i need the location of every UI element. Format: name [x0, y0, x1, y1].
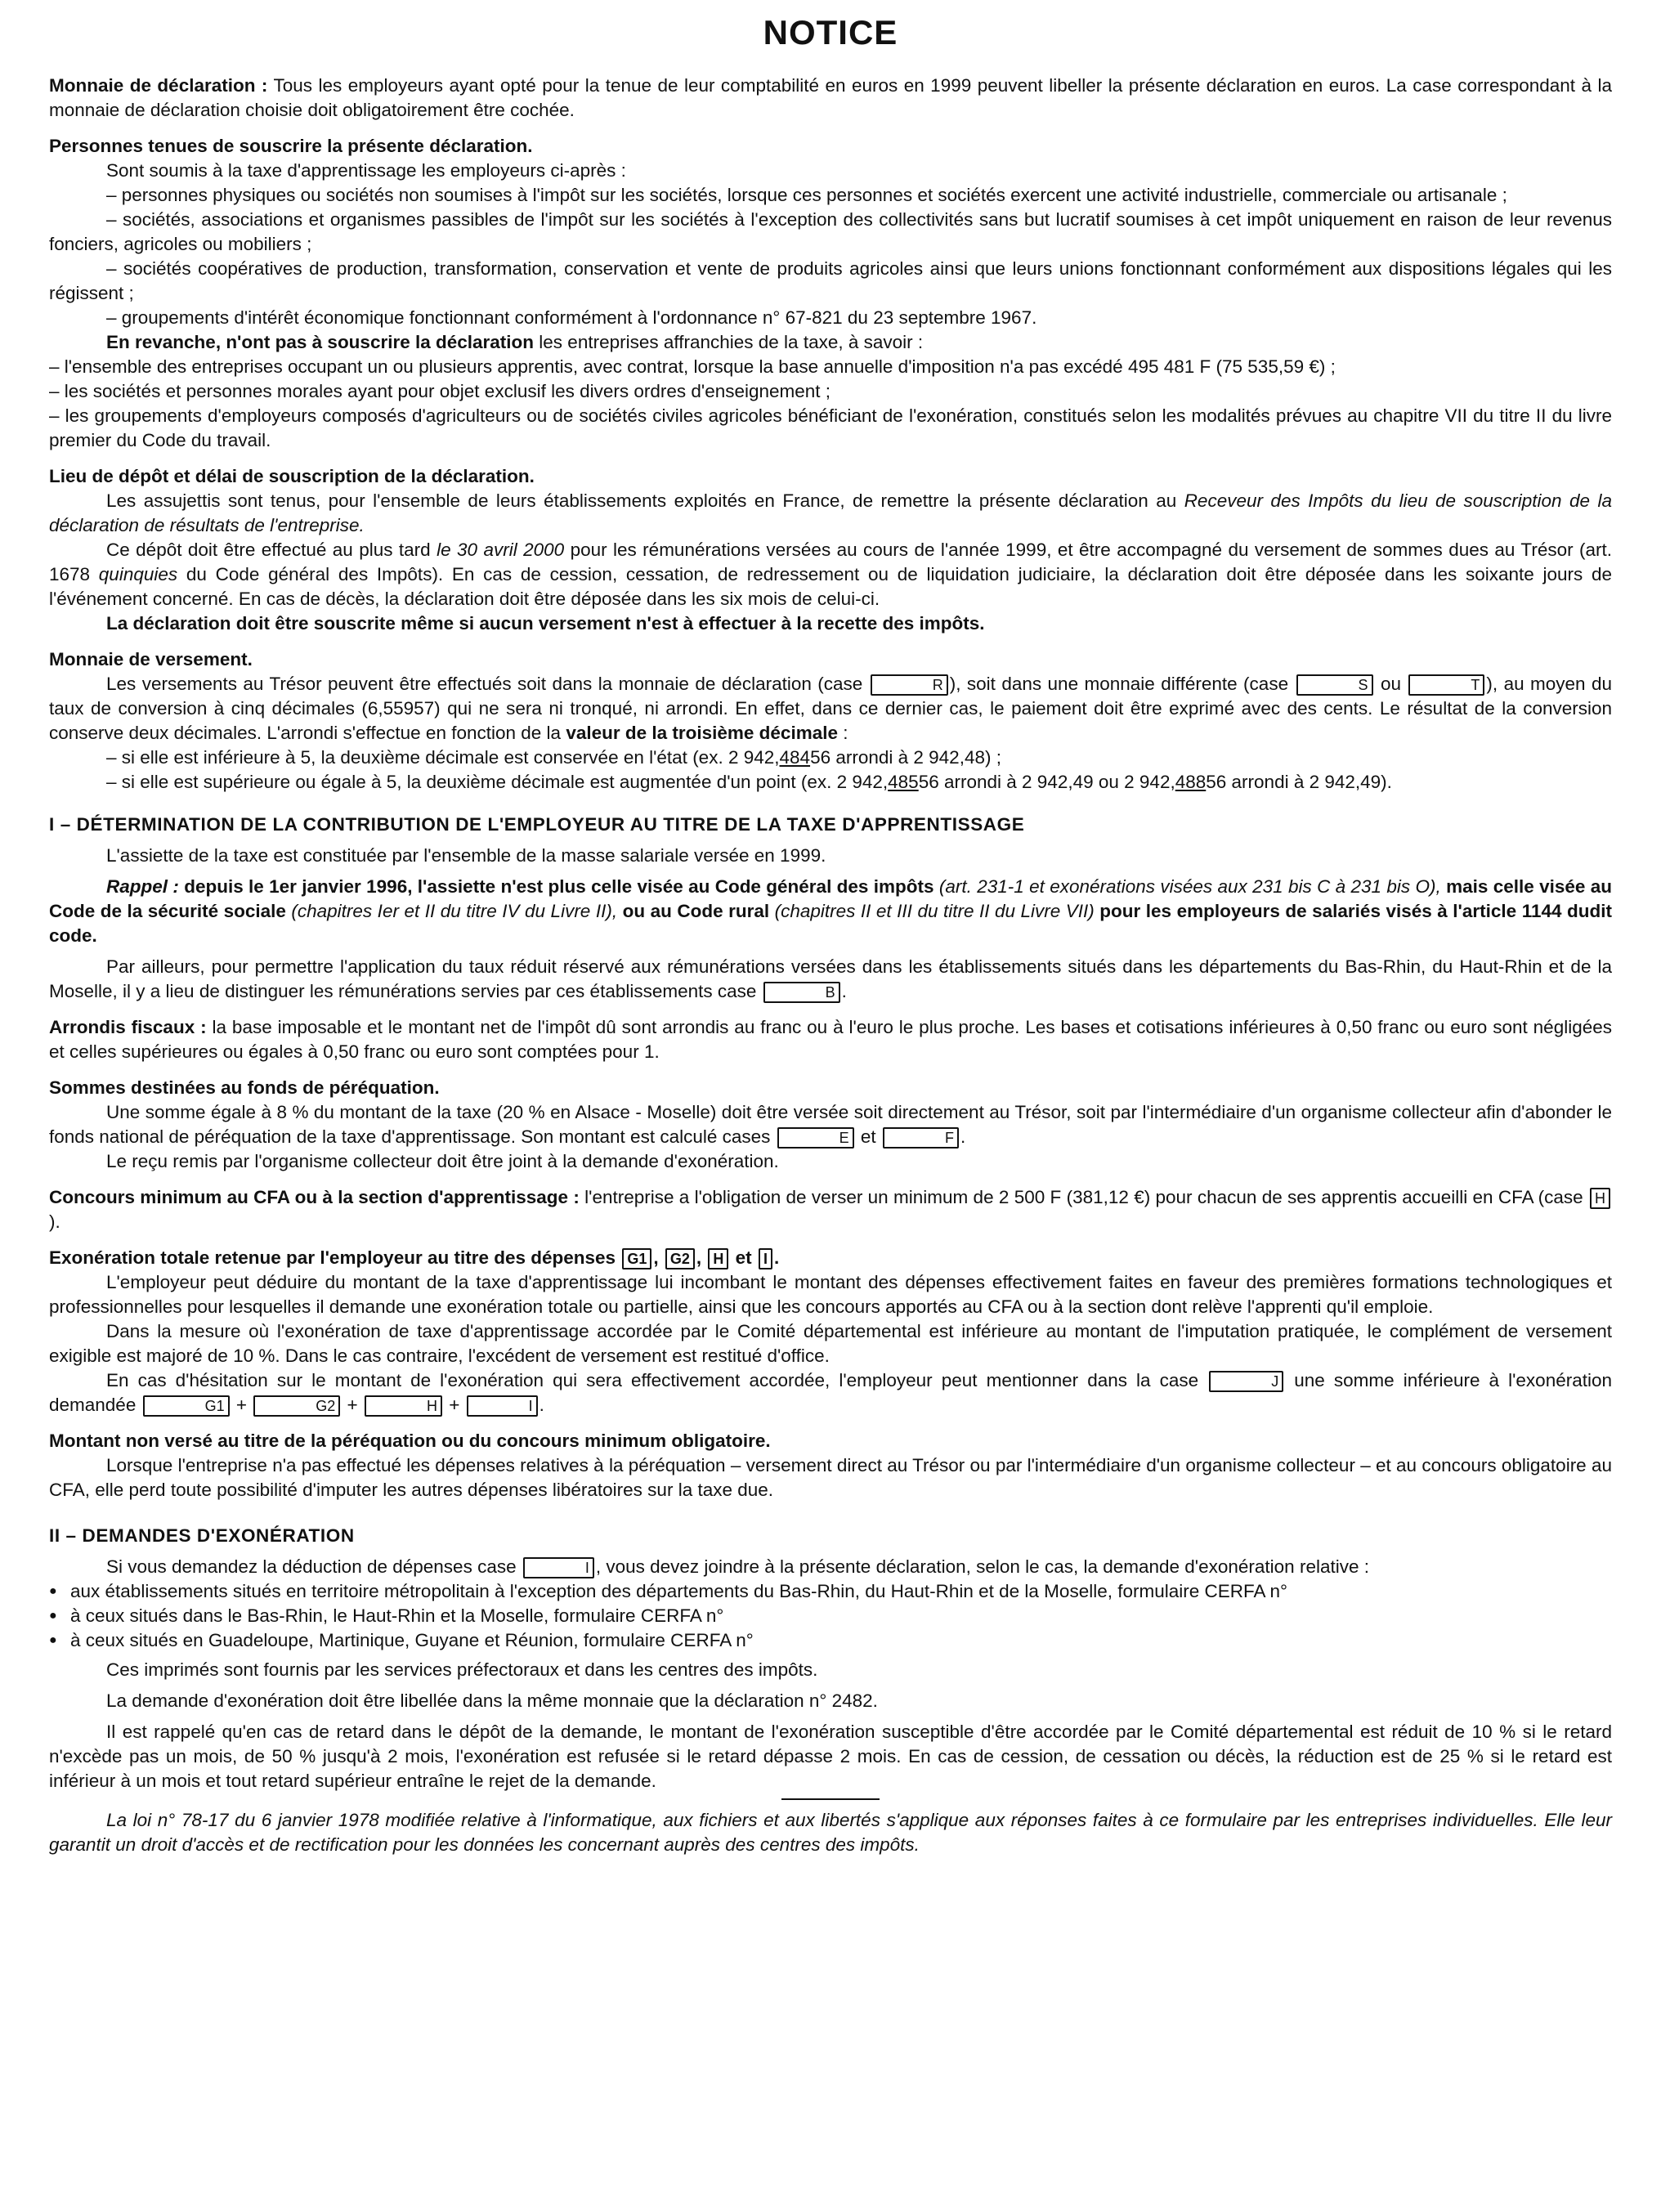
- paragraph: Dans la mesure où l'exonération de taxe d'apprentissage accordée par le Comité départemental est inférieure au montant de l'imputation pratiquée, le complément de versement exigible est majoré de 10 %. Dans le cas contraire, l'excédent de versement est restitué d'office.: [49, 1321, 1612, 1366]
- text: une somme inférieure à l'exonération demandée: [49, 1370, 1613, 1415]
- bold-text: valeur de la troisième décimale: [566, 723, 838, 743]
- paragraph: [49, 330, 1612, 355]
- text: ).: [49, 1211, 60, 1232]
- text: 56 arrondi à 2 942,48) ;: [810, 747, 1001, 768]
- text: Ce dépôt doit être effectué au plus tard: [106, 540, 437, 560]
- text: Par ailleurs, pour permettre l'application du taux réduit réservé aux rémunérations versées dans les établissements situés dans les départements du Bas-Rhin, du Haut-Rhin et de la Moselle, il y a lieu de distinguer les rémunérations servies par ces établissements case: [49, 956, 1612, 1001]
- italic-text: quinquies: [98, 564, 178, 584]
- page-title: NOTICE: [763, 13, 898, 51]
- underlined-digits: 485: [888, 772, 919, 792]
- bold-text: Concours minimum au CFA ou à la section d'apprentissage :: [49, 1187, 580, 1207]
- text: Les assujettis sont tenus, pour l'ensemble de leurs établissements exploités en France, de remettre la présente déclaration au: [106, 490, 1184, 511]
- text: :: [837, 723, 848, 743]
- text: les entreprises affranchies de la taxe, à savoir :: [534, 332, 924, 352]
- text: du Code général des Impôts). En cas de cession, cessation, de redressement ou de liquidation judiciaire, la déclaration doit être déposée dans les soixante jours de l'événement concerné. En cas de décès, la déclaration doit être déposée dans les six mois de celui-ci.: [49, 564, 1613, 609]
- list-item: – les sociétés et personnes morales ayant pour objet exclusif les divers ordres d'enseignement ;: [49, 381, 831, 401]
- text: .: [841, 981, 847, 1001]
- list-item: [49, 746, 1612, 770]
- case-box-s: S: [1296, 674, 1373, 696]
- case-box-g1: G1: [143, 1395, 230, 1417]
- heading-personnes: Personnes tenues de souscrire la présente déclaration.: [49, 136, 533, 156]
- text: la base imposable et le montant net de l'impôt dû sont arrondis au franc ou à l'euro le plus proche. Les bases et cotisations inférieures à 0,50 franc ou euro sont négligées et celles supérieures ou égales à 0,50 franc ou euro sont comptées pour 1.: [49, 1017, 1612, 1062]
- text: Si vous demandez la déduction de dépenses case: [106, 1556, 522, 1577]
- paragraph: [49, 955, 1612, 1004]
- text: – si elle est inférieure à 5, la deuxième décimale est conservée en l'état (ex. 2 942,: [106, 747, 780, 768]
- italic-text: le 30 avril 2000: [437, 540, 565, 560]
- paragraph: Il est rappelé qu'en cas de retard dans le dépôt de la demande, le montant de l'exonération susceptible d'être accordée par le Comité départemental est réduit de 10 % si le retard n'excède pas un mois, de 50 % jusqu'à 2 mois, l'exonération est refusée si le retard dépasse 2 mois. En cas de cession, de cessation ou décès, la réduction est de 25 % si le retard est inférieur à un mois et tout retard supérieur entraîne le rejet de la demande.: [49, 1722, 1612, 1791]
- text: et: [735, 1247, 752, 1268]
- rappel-paragraph: [49, 875, 1612, 948]
- bold-text: pour les employeurs de salariés visés à l'article 1144 dudit code.: [49, 901, 1612, 946]
- monnaie-declaration: [49, 74, 1612, 123]
- case-box-i: I: [467, 1395, 538, 1417]
- paragraph: [49, 672, 1612, 746]
- list-item: – personnes physiques ou sociétés non soumises à l'impôt sur les sociétés, lorsque ces personnes et sociétés exercent une activité industrielle, commerciale ou artisanale ;: [106, 185, 1507, 205]
- underlined-digits: 488: [1175, 772, 1207, 792]
- text: .: [960, 1126, 966, 1147]
- text: Les versements au Trésor peuvent être effectués soit dans la monnaie de déclaration (case: [106, 674, 869, 694]
- paragraph: [49, 1100, 1612, 1149]
- paragraph: Le reçu remis par l'organisme collecteur doit être joint à la demande d'exonération.: [106, 1151, 779, 1171]
- arrondis-fiscaux: [49, 1015, 1612, 1064]
- case-box-h: H: [1590, 1188, 1610, 1209]
- heading-exoneration-totale: Exonération totale retenue par l'employeur au titre des dépenses G1 , G2 , H et I .: [49, 1247, 780, 1268]
- italic-text: (chapitres Ier et II du titre IV du Livre II),: [285, 901, 618, 921]
- case-box-t: T: [1408, 674, 1484, 696]
- text: , vous devez joindre à la présente déclaration, selon le cas, la demande d'exonération relative :: [595, 1556, 1369, 1577]
- case-box-g1: G1: [622, 1248, 651, 1269]
- case-box-b: B: [763, 982, 840, 1003]
- text: pour les rémunérations versées au cours de l'année 1999, et être accompagné du versement de sommes dues au Trésor (art. 1678: [49, 540, 1612, 584]
- case-box-i: I: [759, 1248, 772, 1269]
- paragraph-bold: La déclaration doit être souscrite même si aucun versement n'est à effectuer à la recette des impôts.: [106, 613, 985, 634]
- paragraph: [49, 489, 1612, 538]
- paragraph: Sont soumis à la taxe d'apprentissage les employeurs ci-après :: [106, 160, 626, 181]
- text: – si elle est supérieure ou égale à 5, la deuxième décimale est augmentée d'un point (ex. 2 942,: [106, 772, 889, 792]
- italic-text: Receveur des Impôts du lieu de souscription de la déclaration de résultats de l'entreprise.: [49, 490, 1612, 535]
- bold-text: Arrondis fiscaux :: [49, 1017, 207, 1037]
- list-item: – groupements d'intérêt économique fonctionnant conformément à l'ordonnance n° 67-821 du 23 septembre 1967.: [106, 307, 1037, 328]
- bold-text: Exonération totale retenue par l'employeur au titre des dépenses: [49, 1247, 616, 1268]
- list-item: [49, 770, 1612, 795]
- bold-text: ou au Code rural: [617, 901, 770, 921]
- underlined-digits: 484: [779, 747, 811, 768]
- bold-text: mais celle visée au Code de la sécurité sociale: [49, 876, 1612, 921]
- paragraph: La demande d'exonération doit être libellée dans la même monnaie que la déclaration n° 2482.: [106, 1690, 878, 1711]
- bullet-item: ● à ceux situés en Guadeloupe, Martinique, Guyane et Réunion, formulaire CERFA n°: [49, 1628, 1612, 1653]
- italic-text: (art. 231-1 et exonérations visées aux 231 bis C à 231 bis O),: [933, 876, 1441, 897]
- bullet-item: ● aux établissements situés en territoire métropolitain à l'exception des départements du Bas-Rhin, du Haut-Rhin et de la Moselle, formulaire CERFA n°: [49, 1579, 1612, 1604]
- bold-text: depuis le 1er janvier 1996, l'assiette n'est plus celle visée au Code général des impôts: [178, 876, 934, 897]
- paragraph: En cas d'hésitation sur le montant de l'exonération qui sera effectivement accordée, l'employeur peut mentionner dans la case J une somme inférieure à l'exonération demandée G1 + G2 + H + I .: [49, 1370, 1613, 1415]
- concours-minimum: [49, 1185, 1612, 1234]
- italic-text: (chapitres II et III du titre II du Livre VII): [769, 901, 1095, 921]
- section-ii-heading: II – DEMANDES D'EXONÉRATION: [49, 1525, 355, 1546]
- list-item: – sociétés coopératives de production, transformation, conservation et vente de produits agricoles ainsi que leurs unions fonctionnant conformément aux dispositions légales qui les régissent ;: [49, 258, 1612, 303]
- list-item: – les groupements d'employeurs composés d'agriculteurs ou de sociétés civiles agricoles bénéficiant de l'exonération, constitués selon les modalités prévues au chapitre VII du titre II du livre premier du Code du travail.: [49, 405, 1612, 450]
- paragraph: Ces imprimés sont fournis par les services préfectoraux et dans les centres des impôts.: [106, 1659, 818, 1680]
- bold-text: En revanche, n'ont pas à souscrire la déclaration: [106, 332, 535, 352]
- heading-lieu-depot: Lieu de dépôt et délai de souscription de la déclaration.: [49, 466, 535, 486]
- text: l'entreprise a l'obligation de verser un minimum de 2 500 F (381,12 €) pour chacun de ses apprentis accueilli en CFA (case: [579, 1187, 1588, 1207]
- loi-informatique-notice: La loi n° 78-17 du 6 janvier 1978 modifiée relative à l'informatique, aux fichiers et aux libertés s'applique aux réponses faites à ce formulaire par les entreprises individuelles. Elle leur garantit un droit d'accès et de rectification pour les données les concernant auprès des centres des impôts.: [49, 1810, 1612, 1855]
- paragraph: L'employeur peut déduire du montant de la taxe d'apprentissage lui incombant le montant des dépenses effectivement faites en faveur des premières formations technologiques et professionnelles pour lesquelles il demande une exonération totale ou partielle, ainsi que les concours apportés au CFA ou à la section dont relève l'apprenti qu'il emploie.: [49, 1272, 1612, 1317]
- case-box-h: H: [708, 1248, 728, 1269]
- case-box-g2: G2: [665, 1248, 695, 1269]
- heading-sommes-perequation: Sommes destinées au fonds de péréquation.: [49, 1077, 440, 1098]
- text: ), soit dans une monnaie différente (case: [949, 674, 1295, 694]
- text: En cas d'hésitation sur le montant de l'exonération qui sera effectivement accordée, l'employeur peut mentionner dans la case: [106, 1370, 1208, 1390]
- heading-monnaie-declaration: Monnaie de déclaration :: [49, 75, 268, 96]
- text: ou: [1374, 674, 1408, 694]
- bold-italic-text: Rappel :: [106, 876, 179, 897]
- text: Une somme égale à 8 % du montant de la taxe (20 % en Alsace - Moselle) doit être versée soit directement au Trésor, soit par l'intermédiaire d'un organisme collecteur afin d'abonder le fonds national de péréquation de la taxe d'apprentissage. Son montant est calculé cases: [49, 1102, 1612, 1147]
- paragraph: L'assiette de la taxe est constituée par l'ensemble de la masse salariale versée en 1999.: [106, 845, 826, 866]
- case-box-e: E: [777, 1127, 854, 1149]
- case-box-h: H: [365, 1395, 442, 1417]
- case-box-i: I: [523, 1557, 594, 1578]
- paragraph: Lorsque l'entreprise n'a pas effectué les dépenses relatives à la péréquation – versement direct au Trésor ou par l'intermédiaire d'un organisme collecteur – et au concours obligatoire au CFA, elle perd toute possibilité d'imputer les autres dépenses libératoires sur la taxe due.: [49, 1455, 1612, 1500]
- divider: [781, 1798, 880, 1800]
- text: Tous les employeurs ayant opté pour la tenue de leur comptabilité en euros en 1999 peuvent libeller la présente déclaration en euros. La case correspondant à la monnaie de déclaration choisie doit obligatoirement être cochée.: [49, 75, 1613, 120]
- list-item: – l'ensemble des entreprises occupant un ou plusieurs apprentis, avec contrat, lorsque la base annuelle d'imposition n'a pas excédé 495 481 F (75 535,59 €) ;: [49, 356, 1336, 377]
- case-box-r: R: [871, 674, 948, 696]
- text: 56 arrondi à 2 942,49 ou 2 942,: [918, 772, 1175, 792]
- notice-page: [49, 11, 1612, 1857]
- paragraph: [49, 538, 1612, 611]
- text: ), au moyen du taux de conversion à cinq décimales (6,55957) qui ne sera ni tronqué, ni arrondi. En effet, dans ce dernier cas, le paiement doit être exprimé avec des cents. Le résultat de la conversion conserve deux décimales. L'arrondi s'effectue en fonction de la: [49, 674, 1612, 743]
- heading-monnaie-versement: Monnaie de versement.: [49, 649, 253, 669]
- list-item: – sociétés, associations et organismes passibles de l'impôt sur les sociétés à l'exception des collectivités sans but lucratif soumises à cet impôt uniquement en raison de leur revenus fonciers, agricoles ou mobiliers ;: [49, 209, 1612, 254]
- case-box-j: J: [1209, 1371, 1283, 1392]
- section-i-heading: I – DÉTERMINATION DE LA CONTRIBUTION DE L'EMPLOYEUR AU TITRE DE LA TAXE D'APPRENTISSAGE: [49, 814, 1025, 835]
- case-box-f: F: [883, 1127, 959, 1149]
- paragraph: [49, 1555, 1612, 1579]
- heading-montant-non-verse: Montant non versé au titre de la péréquation ou du concours minimum obligatoire.: [49, 1431, 771, 1451]
- case-box-g2: G2: [253, 1395, 340, 1417]
- text: et: [855, 1126, 881, 1147]
- text: 56 arrondi à 2 942,49).: [1206, 772, 1392, 792]
- bullet-item: ● à ceux situés dans le Bas-Rhin, le Haut-Rhin et la Moselle, formulaire CERFA n°: [49, 1604, 1612, 1628]
